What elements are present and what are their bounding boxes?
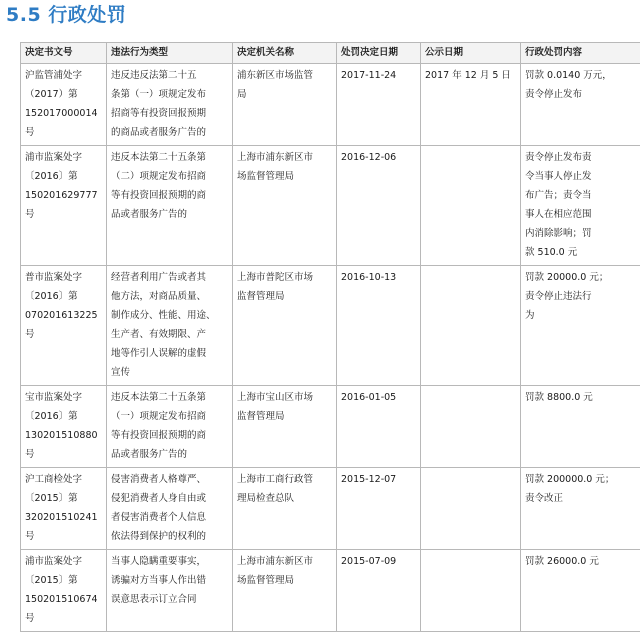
cell-authority: 上海市普陀区市场 监督管理局 <box>233 266 337 386</box>
cell-publish-date <box>421 550 521 632</box>
cell-decision-date: 2015-12-07 <box>337 468 421 550</box>
cell-decision-date: 2015-07-09 <box>337 550 421 632</box>
cell-doc-no: 浦市监案处字 〔2015〕第 150201510674 号 <box>21 550 107 632</box>
table-row <box>21 146 640 266</box>
table-row <box>21 468 640 550</box>
cell-authority: 浦东新区市场监管 局 <box>233 64 337 146</box>
cell-publish-date: 2017 年 12 月 5 日 <box>421 64 521 146</box>
cell-violation: 侵害消费者人格尊严、 侵犯消费者人身自由或 者侵害消费者个人信息 依法得到保护的权利的 <box>107 468 233 550</box>
header-decision-date: 处罚决定日期 <box>337 43 421 64</box>
cell-decision-date: 2016-01-05 <box>337 386 421 468</box>
cell-authority: 上海市浦东新区市 场监督管理局 <box>233 550 337 632</box>
cell-doc-no: 浦市监案处字 〔2016〕第 150201629777 号 <box>21 146 107 266</box>
cell-penalty-content: 罚款 8800.0 元 <box>521 386 640 468</box>
cell-authority: 上海市浦东新区市 场监督管理局 <box>233 146 337 266</box>
table-row <box>21 64 640 146</box>
cell-publish-date <box>421 386 521 468</box>
cell-doc-no: 普市监案处字 〔2016〕第 070201613225 号 <box>21 266 107 386</box>
cell-violation: 违反本法第二十五条第 （一）项规定发布招商 等有投资回报预期的商 品或者服务广告的 <box>107 386 233 468</box>
cell-violation: 经营者利用广告或者其 他方法，对商品质量、 制作成分、性能、用途、 生产者、有效期限、产 地等作引人误解的虚假 宣传 <box>107 266 233 386</box>
cell-doc-no: 沪监管浦处字 （2017）第 152017000014 号 <box>21 64 107 146</box>
cell-publish-date <box>421 468 521 550</box>
cell-decision-date: 2016-10-13 <box>337 266 421 386</box>
table-header-row <box>21 43 640 64</box>
cell-violation: 违反本法第二十五条第 （二）项规定发布招商 等有投资回报预期的商 品或者服务广告的 <box>107 146 233 266</box>
table-row <box>21 266 640 386</box>
cell-doc-no: 沪工商检处字 〔2015〕第 320201510241 号 <box>21 468 107 550</box>
header-authority: 决定机关名称 <box>233 43 337 64</box>
cell-decision-date: 2016-12-06 <box>337 146 421 266</box>
cell-decision-date: 2017-11-24 <box>337 64 421 146</box>
cell-authority: 上海市工商行政管 理局检查总队 <box>233 468 337 550</box>
header-violation-type: 违法行为类型 <box>107 43 233 64</box>
cell-doc-no: 宝市监案处字 〔2016〕第 130201510880 号 <box>21 386 107 468</box>
header-publish-date: 公示日期 <box>421 43 521 64</box>
cell-violation: 违反违反法第二十五 条第（一）项规定发布 招商等有投资回报预期 的商品或者服务广告的 <box>107 64 233 146</box>
cell-penalty-content: 罚款 26000.0 元 <box>521 550 640 632</box>
header-doc-no: 决定书文号 <box>21 43 107 64</box>
cell-penalty-content: 罚款 0.0140 万元， 责令停止发布 <box>521 64 640 146</box>
cell-authority: 上海市宝山区市场 监督管理局 <box>233 386 337 468</box>
cell-penalty-content: 罚款 200000.0 元； 责令改正 <box>521 468 640 550</box>
cell-penalty-content: 罚款 20000.0 元； 责令停止违法行 为 <box>521 266 640 386</box>
cell-violation: 当事人隐瞒重要事实， 诱骗对方当事人作出错 误意思表示订立合同 <box>107 550 233 632</box>
cell-publish-date <box>421 146 521 266</box>
table-row <box>21 386 640 468</box>
cell-penalty-content: 责令停止发布责 令当事人停止发 布广告；责令当 事人在相应范围 内消除影响；罚 款 510.0 元 <box>521 146 640 266</box>
cell-publish-date <box>421 266 521 386</box>
section-title: 5.5 行政处罚 <box>6 0 126 27</box>
penalty-table <box>20 42 640 632</box>
header-penalty-content: 行政处罚内容 <box>521 43 640 64</box>
table-row <box>21 550 640 632</box>
